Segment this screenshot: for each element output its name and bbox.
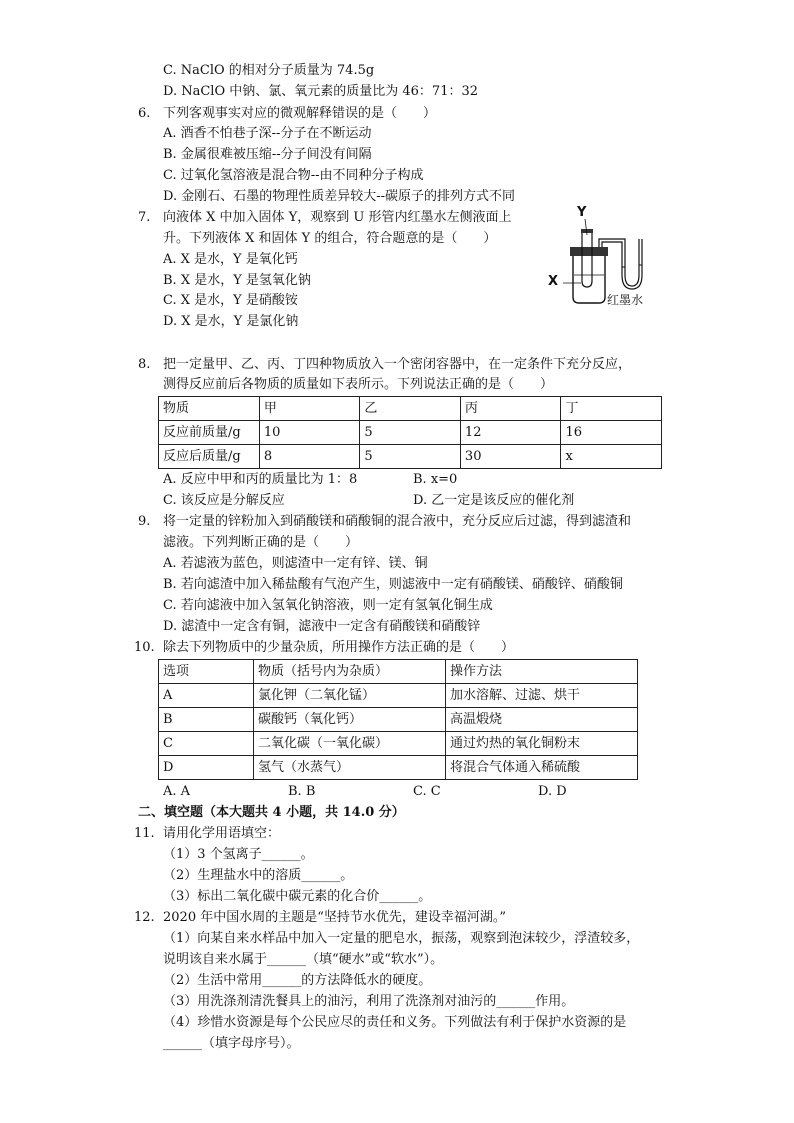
table-row xyxy=(159,421,662,445)
q10-stem: 除去下列物质中的少量杂质，所用操作方法正确的是（ ） xyxy=(163,640,515,655)
label-y: Y xyxy=(577,205,587,220)
table-cell: C xyxy=(159,732,254,756)
q12-number: 12. xyxy=(134,910,155,925)
q7-number: 7. xyxy=(138,210,151,225)
q9-option-a: A. 若滤液为蓝色，则滤渣中一定有锌、镁、铜 xyxy=(163,556,428,571)
q7-option-c: C. X 是水，Y 是硝酸铵 xyxy=(163,293,298,308)
q7-stem-line2: 升。下列液体 X 和固体 Y 的组合，符合题意的是（ ） xyxy=(163,231,497,246)
q10-option-c: C. C xyxy=(413,784,441,799)
q10-number: 10. xyxy=(134,640,155,655)
q8-stem-line2: 测得反应前后各物质的质量如下表所示。下列说法正确的是（ ） xyxy=(163,377,554,392)
q9-stem-line1: 将一定量的锌粉加入到硝酸镁和硝酸铜的混合液中，充分反应后过滤，得到滤渣和 xyxy=(163,514,632,529)
q11-part-1: （1）3 个氢离子______。 xyxy=(163,847,314,862)
table-cell: 反应前质量/g xyxy=(159,421,260,445)
q12-part-3: （3）用洗涤剂清洗餐具上的油污，利用了洗涤剂对油污的______作用。 xyxy=(163,994,575,1009)
q5-option-c: C. NaClO 的相对分子质量为 74.5g xyxy=(163,63,375,78)
table-cell: 碳酸钙（氧化钙） xyxy=(254,708,446,732)
table-cell: 12 xyxy=(460,421,561,445)
q11-part-2: （2）生理盐水中的溶质______。 xyxy=(163,868,354,883)
table-cell: 选项 xyxy=(159,660,254,684)
q12-part-4-line2: ______（填字母序号）。 xyxy=(163,1036,300,1051)
table-cell: 操作方法 xyxy=(446,660,638,684)
q8-mass-table xyxy=(158,396,662,469)
q8-option-d: D. 乙一定是该反应的催化剂 xyxy=(413,493,575,508)
q5-option-d: D. NaClO 中钠、氯、氧元素的质量比为 46：71：32 xyxy=(163,84,479,99)
table-cell: 加水溶解、过滤、烘干 xyxy=(446,684,638,708)
table-cell: 丙 xyxy=(460,397,561,421)
q6-option-d: D. 金刚石、石墨的物理性质差异较大--碳原子的排列方式不同 xyxy=(163,189,516,204)
table-cell: 乙 xyxy=(360,397,461,421)
q10-option-d: D. D xyxy=(538,784,567,799)
q9-number: 9. xyxy=(138,514,151,529)
label-x: X xyxy=(548,274,559,289)
q9-option-c: C. 若向滤液中加入氢氧化钠溶液，则一定有氢氧化铜生成 xyxy=(163,598,493,613)
q9-option-d: D. 滤渣中一定含有铜，滤液中一定含有硝酸镁和硝酸锌 xyxy=(163,619,481,634)
table-cell: 将混合气体通入稀硫酸 xyxy=(446,756,638,780)
table-row xyxy=(159,445,662,469)
table-cell: 物质（括号内为杂质） xyxy=(254,660,446,684)
q11-part-3: （3）标出二氧化碳中碳元素的化合价______。 xyxy=(163,889,432,904)
table-cell: 30 xyxy=(460,445,561,469)
table-cell: 氢气（水蒸气） xyxy=(254,756,446,780)
q12-part-2: （2）生活中常用______的方法降低水的硬度。 xyxy=(163,973,432,988)
table-cell: 反应后质量/g xyxy=(159,445,260,469)
q12-part-1-line1: （1）向某自来水样品中加入一定量的肥皂水，振荡，观察到泡沫较少，浮渣较多， xyxy=(163,931,640,946)
table-cell: B xyxy=(159,708,254,732)
table-cell: 甲 xyxy=(259,397,360,421)
table-row xyxy=(159,684,638,708)
q12-part-1-line2: 说明该自来水属于______（填“硬水”或“软水”）。 xyxy=(163,952,444,967)
table-cell: x xyxy=(561,445,662,469)
q7-stem-line1: 向液体 X 中加入固体 Y，观察到 U 形管内红墨水左侧液面上 xyxy=(163,210,512,225)
table-cell: 8 xyxy=(259,445,360,469)
table-row xyxy=(159,708,638,732)
table-row xyxy=(159,756,638,780)
table-cell: 10 xyxy=(259,421,360,445)
q6-option-b: B. 金属很难被压缩--分子间没有间隔 xyxy=(163,147,372,162)
q7-option-a: A. X 是水，Y 是氧化钙 xyxy=(163,252,298,267)
table-header-row xyxy=(159,397,662,421)
q6-stem: 下列客观事实对应的微观解释错误的是（ ） xyxy=(163,106,437,121)
table-cell: 丁 xyxy=(561,397,662,421)
table-cell: 5 xyxy=(360,445,461,469)
section-heading-fill-in: 二、填空题（本大题共 4 小题，共 14.0 分） xyxy=(138,805,405,820)
q8-option-c: C. 该反应是分解反应 xyxy=(163,493,285,508)
q9-stem-line2: 滤液。下列判断正确的是（ ） xyxy=(163,535,359,550)
q9-option-b: B. 若向滤渣中加入稀盐酸有气泡产生，则滤液中一定有硝酸镁、硝酸锌、硝酸铜 xyxy=(163,577,623,592)
q6-number: 6. xyxy=(138,106,151,121)
u-tube-apparatus-figure xyxy=(545,205,665,310)
table-cell: 通过灼热的氧化铜粉末 xyxy=(446,732,638,756)
table-cell: 16 xyxy=(561,421,662,445)
q10-options-table xyxy=(158,659,638,780)
q8-number: 8. xyxy=(138,357,151,372)
table-cell: 5 xyxy=(360,421,461,445)
q7-option-d: D. X 是水，Y 是氯化钠 xyxy=(163,314,299,329)
q6-option-c: C. 过氧化氢溶液是混合物--由不同种分子构成 xyxy=(163,168,424,183)
table-cell: 高温煅烧 xyxy=(446,708,638,732)
label-red-ink: 红墨水 xyxy=(607,293,644,307)
table-cell: 氯化钾（二氧化锰） xyxy=(254,684,446,708)
table-row xyxy=(159,732,638,756)
q12-stem: 2020 年中国水周的主题是“坚持节水优先，建设幸福河湖。” xyxy=(163,910,507,925)
table-cell: 二氧化碳（一氧化碳） xyxy=(254,732,446,756)
apparatus-drawing xyxy=(545,205,665,310)
table-cell: D xyxy=(159,756,254,780)
q6-option-a: A. 酒香不怕巷子深--分子在不断运动 xyxy=(163,126,372,141)
q11-stem: 请用化学用语填空： xyxy=(163,826,281,841)
table-header-row xyxy=(159,660,638,684)
table-cell: 物质 xyxy=(159,397,260,421)
q8-option-b: B. x=0 xyxy=(413,472,458,487)
q12-part-4-line1: （4）珍惜水资源是每个公民应尽的责任和义务。下列做法有利于保护水资源的是 xyxy=(163,1015,627,1030)
q11-number: 11. xyxy=(134,826,155,841)
q8-option-a: A. 反应中甲和丙的质量比为 1：8 xyxy=(163,472,358,487)
q8-stem-line1: 把一定量甲、乙、丙、丁四种物质放入一个密闭容器中，在一定条件下充分反应， xyxy=(163,357,632,372)
q10-option-a: A. A xyxy=(163,784,191,799)
table-cell: A xyxy=(159,684,254,708)
q7-option-b: B. X 是水，Y 是氢氧化钠 xyxy=(163,273,311,288)
q10-option-b: B. B xyxy=(288,784,316,799)
